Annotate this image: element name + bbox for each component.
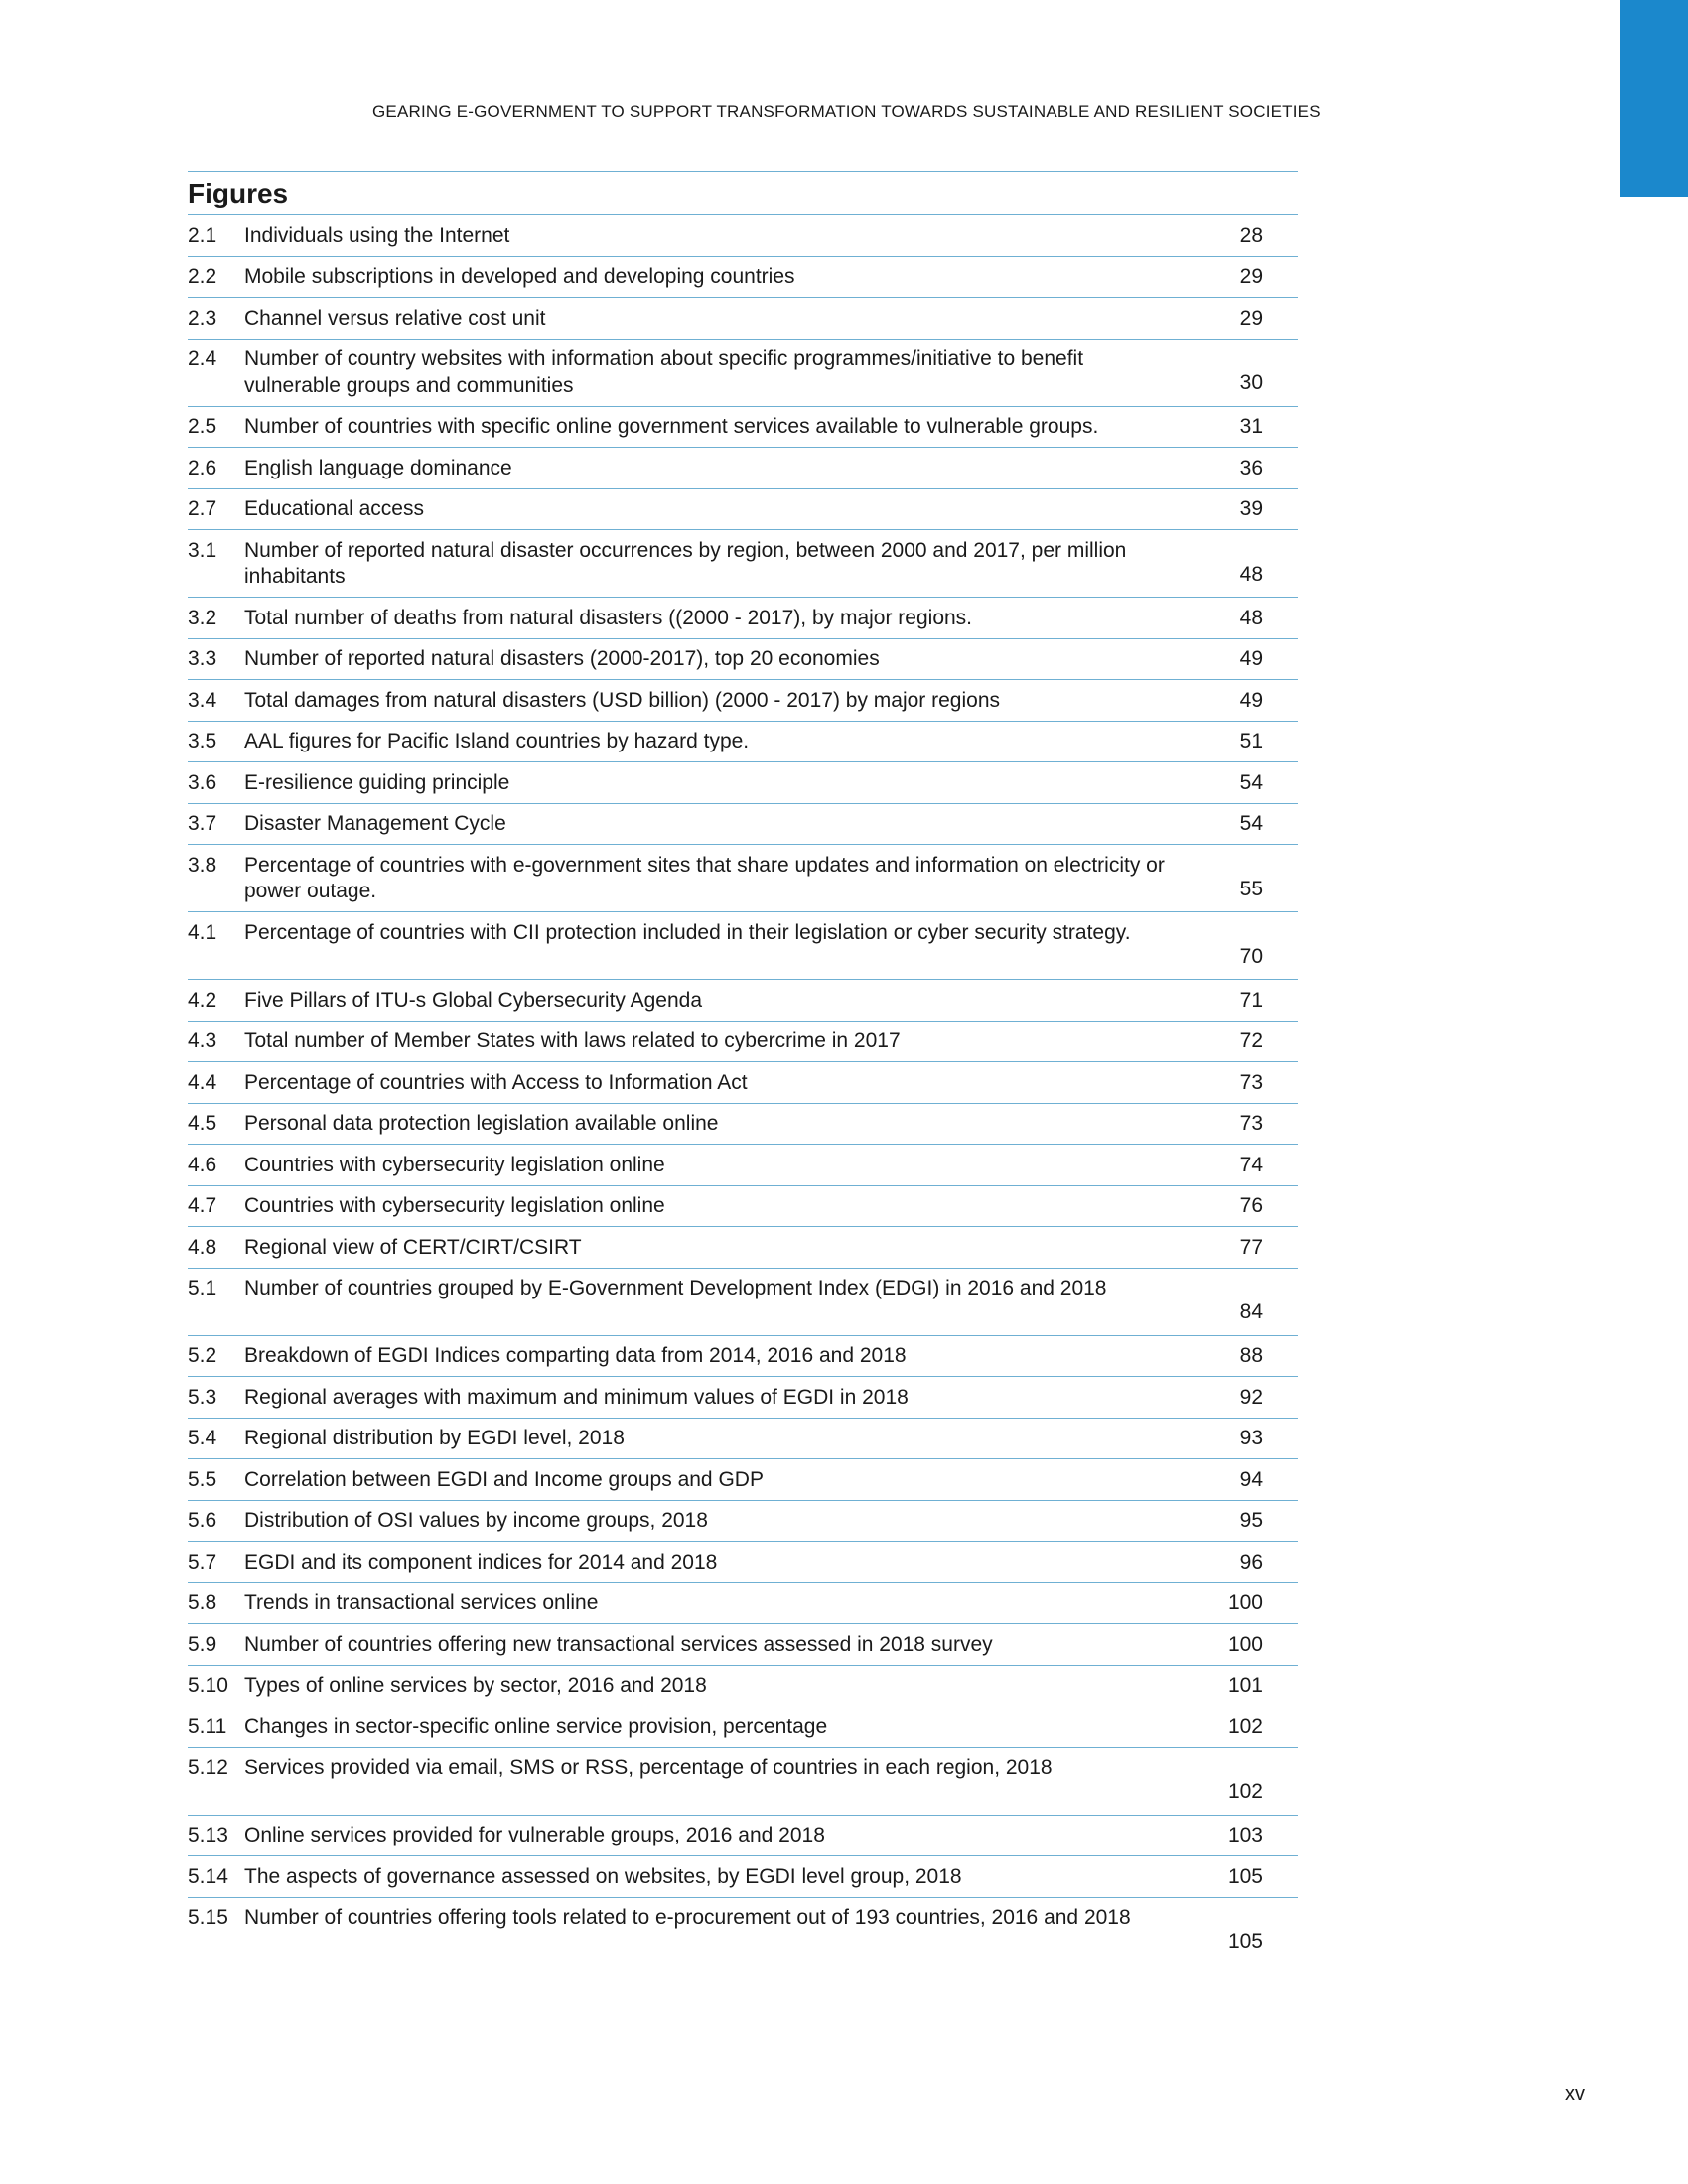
figure-page-number: 74 <box>1239 1153 1263 1176</box>
figure-title: Countries with cybersecurity legislation online <box>244 1153 665 1176</box>
figure-number: 2.5 <box>188 415 217 438</box>
figure-entry[interactable] <box>188 762 1298 804</box>
figure-title: Number of country websites with information about specific programmes/initiative to benefit vulnerable groups and communities <box>244 347 1084 397</box>
figure-page-number: 55 <box>1239 877 1263 900</box>
figure-title: AAL figures for Pacific Island countries by hazard type. <box>244 730 750 752</box>
figure-title: Total number of Member States with laws related to cybercrime in 2017 <box>244 1029 901 1052</box>
figure-entry[interactable] <box>188 1624 1298 1666</box>
figure-number: 3.3 <box>188 647 217 670</box>
figure-page-number: 73 <box>1239 1112 1263 1135</box>
figure-page-number: 100 <box>1227 1632 1263 1656</box>
figure-page-number: 88 <box>1239 1344 1263 1367</box>
figure-page-number: 54 <box>1239 812 1263 835</box>
figure-title: English language dominance <box>244 456 512 479</box>
figure-number: 5.10 <box>188 1674 228 1697</box>
figure-page-number: 39 <box>1239 497 1263 520</box>
figure-title: Educational access <box>244 497 424 520</box>
figure-title: Regional distribution by EGDI level, 2018 <box>244 1427 625 1449</box>
figure-title: Types of online services by sector, 2016 and 2018 <box>244 1674 707 1697</box>
figure-title: Correlation between EGDI and Income groups and GDP <box>244 1467 764 1491</box>
figure-entry[interactable] <box>188 1022 1298 1063</box>
figure-title: Breakdown of EGDI Indices comparting data from 2014, 2016 and 2018 <box>244 1344 907 1367</box>
figure-entry[interactable] <box>188 980 1298 1022</box>
figure-number: 4.3 <box>188 1029 217 1052</box>
figure-page-number: 51 <box>1239 730 1263 752</box>
figure-entry[interactable] <box>188 845 1298 912</box>
figure-title: Total damages from natural disasters (USD billion) (2000 - 2017) by major regions <box>244 688 1001 712</box>
figure-page-number: 96 <box>1239 1550 1263 1573</box>
figure-title: Number of reported natural disasters (2000-2017), top 20 economies <box>244 647 880 670</box>
figure-entry[interactable] <box>188 257 1298 299</box>
figure-entry[interactable] <box>188 1706 1298 1748</box>
figure-page-number: 93 <box>1239 1427 1263 1449</box>
figure-page-number: 49 <box>1239 647 1263 670</box>
figure-entry[interactable] <box>188 407 1298 449</box>
figure-title: The aspects of governance assessed on websites, by EGDI level group, 2018 <box>244 1864 962 1888</box>
figure-title: Five Pillars of ITU-s Global Cybersecurity Agenda <box>244 988 703 1012</box>
section-heading: Figures <box>188 172 1298 215</box>
figure-title: Personal data protection legislation available online <box>244 1112 719 1135</box>
figure-title: Number of countries grouped by E-Government Development Index (EDGI) in 2016 and 2018 <box>244 1277 1107 1299</box>
figure-page-number: 105 <box>1227 1930 1263 1953</box>
figure-entry[interactable] <box>188 912 1298 980</box>
figure-page-number: 30 <box>1239 371 1263 394</box>
figure-title: EGDI and its component indices for 2014 and 2018 <box>244 1550 718 1573</box>
figure-entry[interactable] <box>188 1583 1298 1625</box>
figure-page-number: 31 <box>1239 415 1263 438</box>
figure-page-number: 36 <box>1239 456 1263 479</box>
figure-entry[interactable] <box>188 215 1298 257</box>
figure-page-number: 92 <box>1239 1385 1263 1409</box>
figure-title: Percentage of countries with e-government sites that share updates and information on electricity or power outage. <box>244 853 1165 902</box>
figure-page-number: 48 <box>1239 606 1263 629</box>
figure-page-number: 101 <box>1227 1674 1263 1697</box>
figure-title: Changes in sector-specific online service provision, percentage <box>244 1714 828 1738</box>
figure-title: Regional averages with maximum and minimum values of EGDI in 2018 <box>244 1385 909 1409</box>
figure-number: 2.2 <box>188 265 217 288</box>
figure-number: 4.6 <box>188 1153 217 1176</box>
figure-title: Total number of deaths from natural disasters ((2000 - 2017), by major regions. <box>244 606 973 629</box>
figure-entry[interactable] <box>188 298 1298 340</box>
figure-page-number: 70 <box>1239 944 1263 968</box>
figure-title: Number of countries with specific online government services available to vulnerable groups. <box>244 415 1099 438</box>
figure-number: 5.12 <box>188 1756 228 1779</box>
figure-title: Services provided via email, SMS or RSS, percentage of countries in each region, 2018 <box>244 1756 1053 1779</box>
figure-entry[interactable] <box>188 1269 1298 1336</box>
figure-entry[interactable] <box>188 1501 1298 1543</box>
running-header: GEARING E-GOVERNMENT TO SUPPORT TRANSFORMATION TOWARDS SUSTAINABLE AND RESILIENT SOCIETIES <box>372 102 1321 121</box>
figure-page-number: 95 <box>1239 1509 1263 1532</box>
figure-title: Number of countries offering new transactional services assessed in 2018 survey <box>244 1632 993 1656</box>
figure-number: 5.13 <box>188 1824 228 1846</box>
figure-page-number: 29 <box>1239 306 1263 330</box>
figure-entry[interactable] <box>188 1227 1298 1269</box>
figure-entry[interactable] <box>188 1104 1298 1146</box>
figure-entry[interactable] <box>188 1816 1298 1857</box>
figure-page-number: 102 <box>1227 1780 1263 1803</box>
figure-number: 3.6 <box>188 770 217 794</box>
figure-entry[interactable] <box>188 1542 1298 1583</box>
figure-number: 5.6 <box>188 1509 217 1532</box>
figure-page-number: 73 <box>1239 1070 1263 1094</box>
figure-page-number: 105 <box>1227 1864 1263 1888</box>
figure-number: 2.4 <box>188 347 217 370</box>
figure-number: 5.14 <box>188 1864 228 1888</box>
figure-entry[interactable] <box>188 340 1298 407</box>
figure-title: Trends in transactional services online <box>244 1591 599 1614</box>
figure-page-number: 84 <box>1239 1300 1263 1323</box>
figure-number: 2.1 <box>188 223 217 247</box>
figure-number: 5.3 <box>188 1385 217 1409</box>
figure-page-number: 72 <box>1239 1029 1263 1052</box>
figure-number: 2.6 <box>188 456 217 479</box>
figure-title: Percentage of countries with Access to Information Act <box>244 1070 748 1094</box>
figure-entry[interactable] <box>188 1459 1298 1501</box>
figure-entry[interactable] <box>188 1748 1298 1816</box>
figure-page-number: 71 <box>1239 988 1263 1012</box>
figure-number: 5.7 <box>188 1550 217 1573</box>
figure-entry[interactable] <box>188 1856 1298 1898</box>
figure-number: 5.5 <box>188 1467 217 1491</box>
figure-number: 3.5 <box>188 730 217 752</box>
figures-list <box>188 171 1298 1965</box>
figure-number: 2.7 <box>188 497 217 520</box>
figure-number: 4.5 <box>188 1112 217 1135</box>
figure-entry[interactable] <box>188 722 1298 763</box>
figure-page-number: 48 <box>1239 562 1263 586</box>
figure-entry[interactable] <box>188 680 1298 722</box>
figure-number: 3.8 <box>188 853 217 877</box>
figure-number: 4.8 <box>188 1235 217 1259</box>
figure-entry[interactable] <box>188 1377 1298 1419</box>
figure-entry[interactable] <box>188 1419 1298 1460</box>
figure-title: Mobile subscriptions in developed and developing countries <box>244 265 795 288</box>
figure-entry[interactable] <box>188 598 1298 639</box>
figure-entry[interactable] <box>188 530 1298 598</box>
figure-title: Regional view of CERT/CIRT/CSIRT <box>244 1235 582 1259</box>
figure-page-number: 77 <box>1239 1235 1263 1259</box>
figure-page-number: 103 <box>1227 1824 1263 1846</box>
figure-number: 5.1 <box>188 1277 217 1299</box>
figure-page-number: 100 <box>1227 1591 1263 1614</box>
figure-number: 4.1 <box>188 920 217 944</box>
figure-entry[interactable] <box>188 804 1298 846</box>
page-number: xv <box>1565 2083 1585 2105</box>
figure-number: 5.15 <box>188 1906 228 1929</box>
figure-number: 5.2 <box>188 1344 217 1367</box>
figure-title: E-resilience guiding principle <box>244 770 510 794</box>
figure-number: 4.7 <box>188 1194 217 1217</box>
figure-entry[interactable] <box>188 1062 1298 1104</box>
figure-entry[interactable] <box>188 639 1298 681</box>
figure-number: 5.8 <box>188 1591 217 1614</box>
figure-title: Online services provided for vulnerable groups, 2016 and 2018 <box>244 1824 825 1846</box>
figure-entry[interactable] <box>188 1666 1298 1707</box>
figure-title: Distribution of OSI values by income groups, 2018 <box>244 1509 708 1532</box>
figure-page-number: 29 <box>1239 265 1263 288</box>
figure-page-number: 94 <box>1239 1467 1263 1491</box>
figure-entry[interactable] <box>188 1145 1298 1186</box>
figure-entry[interactable] <box>188 1186 1298 1228</box>
figure-number: 2.3 <box>188 306 217 330</box>
figure-entry[interactable] <box>188 1898 1298 1965</box>
figure-page-number: 28 <box>1239 223 1263 247</box>
figure-number: 4.4 <box>188 1070 217 1094</box>
figure-number: 5.9 <box>188 1632 217 1656</box>
figure-rows <box>188 215 1298 1965</box>
figure-number: 4.2 <box>188 988 217 1012</box>
figure-page-number: 49 <box>1239 688 1263 712</box>
figure-number: 3.1 <box>188 538 217 562</box>
figure-title: Channel versus relative cost unit <box>244 306 546 330</box>
figure-title: Number of countries offering tools related to e-procurement out of 193 countries, 2016 and 2018 <box>244 1906 1131 1929</box>
figure-number: 3.4 <box>188 688 217 712</box>
figure-title: Countries with cybersecurity legislation online <box>244 1194 665 1217</box>
figure-entry[interactable] <box>188 489 1298 531</box>
figure-title: Percentage of countries with CII protection included in their legislation or cyber security strategy. <box>244 920 1131 944</box>
figure-entry[interactable] <box>188 448 1298 489</box>
figure-number: 5.4 <box>188 1427 217 1449</box>
figure-entry[interactable] <box>188 1336 1298 1378</box>
figure-number: 3.7 <box>188 812 217 835</box>
figure-title: Disaster Management Cycle <box>244 812 506 835</box>
figure-page-number: 76 <box>1239 1194 1263 1217</box>
figure-page-number: 54 <box>1239 770 1263 794</box>
figure-number: 3.2 <box>188 606 217 629</box>
figure-number: 5.11 <box>188 1714 227 1738</box>
section-color-tab <box>1620 0 1688 197</box>
figure-page-number: 102 <box>1227 1714 1263 1738</box>
figure-title: Number of reported natural disaster occurrences by region, between 2000 and 2017, per million inhabitants <box>244 538 1127 588</box>
figure-title: Individuals using the Internet <box>244 223 510 247</box>
